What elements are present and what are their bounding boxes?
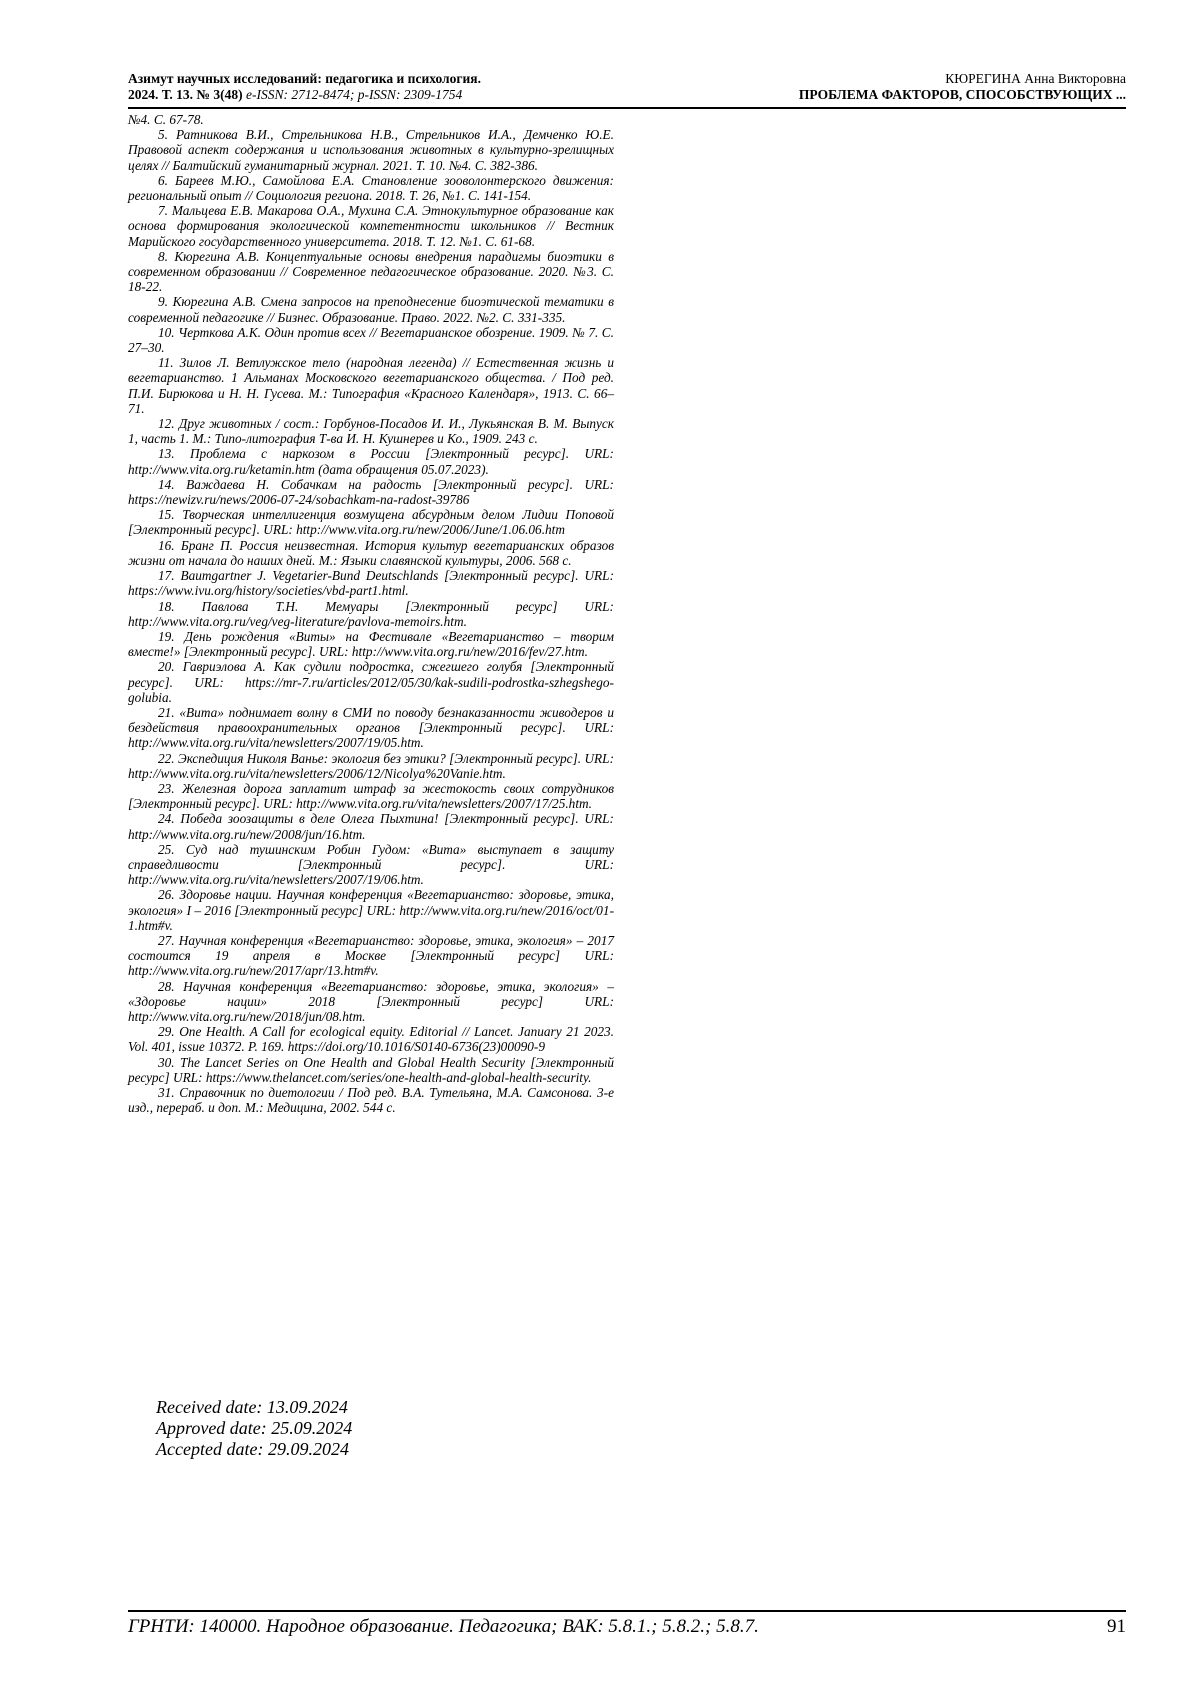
issue-number: 2024. Т. 13. № 3(48) [128,87,243,102]
reference-item: 24. Победа зоозащиты в деле Олега Пыхтина! [Электронный ресурс]. URL: http://www.vita.org.ru/new/2008/jun/16.htm. [128,811,614,842]
article-info [799,71,1126,103]
author-name: КЮРЕГИНА Анна Викторовна [945,71,1126,86]
accepted-date: Accepted date: 29.09.2024 [156,1439,349,1459]
reference-item: 16. Бранг П. Россия неизвестная. История культур вегетарианских образов жизни от начала до наших дней. М.: Языки славянской культуры, 2006. 568 с. [128,537,614,568]
reference-item: 17. Baumgartner J. Vegetarier-Bund Deutschlands [Электронный ресурс]. URL: https://www.ivu.org/history/societies/vbd-part1.html. [128,568,614,599]
reference-item: 14. Важдаева Н. Собачкам на радость [Электронный ресурс]. URL: https://newizv.ru/news/2006-07-24/sobachkam-na-radost-39786 [128,476,614,508]
reference-item: 31. Справочник по диетологии / Под ред. В.А. Тутельяна, М.А. Самсонова. 3-е изд., перераб. и доп. М.: Медицина, 2002. 544 с. [128,1085,614,1116]
reference-item: №4. С. 67-78. [128,112,204,127]
reference-item: 21. «Вита» поднимает волну в СМИ по поводу безнаказанности живодеров и бездействия правоохранительных органов [Электронный ресурс]. URL: http://www.vita.org.ru/vita/newsletters/2007/19/05.htm. [128,704,614,751]
reference-item: 27. Научная конференция «Вегетарианство: здоровье, этика, экология» – 2017 состоится 19 апреля в Москве [Электронный ресурс] URL: http://www.vita.org.ru/new/2017/apr/13.htm#v. [128,932,614,979]
reference-item: 12. Друг животных / сост.: Горбунов-Посадов И. И., Лукьянская В. М. Выпуск 1, часть 1. М.: Типо-литография Т-ва И. Н. Кушнерев и Ко., 1909. 243 с. [128,416,614,447]
received-date: Received date: 13.09.2024 [156,1397,348,1417]
reference-item: 15. Творческая интеллигенция возмущена абсурдным делом Лидии Поповой [Электронный ресурс]. URL: http://www.vita.org.ru/new/2006/June/1.06.06.htm [128,507,614,538]
submission-dates [156,1397,352,1460]
reference-item: 13. Проблема с наркозом в России [Электронный ресурс]. URL: http://www.vita.org.ru/ketamin.htm (дата обращения 05.07.2023). [128,446,614,477]
page-number: 91 [1107,1616,1126,1637]
reference-item: 7. Мальцева Е.В. Макарова О.А., Мухина С.А. Этнокультурное образование как основа формирования экологической компетентности школьников // Вестник Марийского государственного университета. 2018. Т. 12. №1. С. 61-68. [128,203,614,249]
journal-info [128,71,481,103]
reference-item: 11. Зилов Л. Ветлужское тело (народная легенда) // Естественная жизнь и вегетарианство. 1 Альманах Московского вегетарианского общества. / Под ред. П.И. Бирюкова и Н. Н. Гусева. М.: Типография «Красного Календаря», 1913. С. 66–71. [128,355,614,416]
reference-item: 26. Здоровье нации. Научная конференция «Вегетарианство: здоровье, этика, экология» I – 2016 [Электронный ресурс] URL: http://www.vita.org.ru/new/2016/oct/01-1.htm#v. [128,887,614,933]
reference-item: 6. Бареев М.Ю., Самойлова Е.А. Становление зооволонтерского движения: региональный опыт // Социология региона. 2018. Т. 26, №1. С. 141-154. [128,172,614,204]
running-header [128,71,1126,109]
reference-list [128,112,614,1115]
reference-item: 9. Кюрегина А.В. Смена запросов на преподнесение биоэтической тематики в современной педагогике // Бизнес. Образование. Право. 2022. №2. С. 331-335. [128,294,614,325]
reference-item: 10. Черткова А.К. Один против всех // Вегетарианское обозрение. 1909. № 7. С. 27–30. [128,324,614,356]
issn: e-ISSN: 2712-8474; p-ISSN: 2309-1754 [245,87,463,102]
reference-item: 20. Гавриэлова А. Как судили подростка, сжегшего голубя [Электронный ресурс]. URL: https://mr-7.ru/articles/2012/05/30/kak-sudili-podrostka-szhegshego-golubia. [128,659,614,705]
running-footer [128,1610,1126,1637]
issue-line [128,87,481,103]
footer-classification: ГРНТИ: 140000. Народное образование. Педагогика; ВАК: 5.8.1.; 5.8.2.; 5.8.7. [128,1616,759,1637]
reference-item: 23. Железная дорога заплатит штраф за жестокость своих сотрудников [Электронный ресурс]. URL: http://www.vita.org.ru/vita/newsletters/2007/17/25.htm. [128,780,614,812]
reference-item: 18. Павлова Т.Н. Мемуары [Электронный ресурс] URL: http://www.vita.org.ru/veg/veg-literature/pavlova-memoirs.htm. [128,598,614,629]
article-title: ПРОБЛЕМА ФАКТОРОВ, СПОСОБСТВУЮЩИХ ... [798,87,1126,102]
journal-title: Азимут научных исследований: педагогика и психология. [128,71,481,86]
reference-item: 19. День рождения «Виты» на Фестивале «Вегетарианство – творим вместе!» [Электронный ресурс]. URL: http://www.vita.org.ru/new/2016/fev/27.htm. [128,628,614,660]
reference-item: 22. Экспедиция Николя Ванье: экология без этики? [Электронный ресурс]. URL: http://www.vita.org.ru/vita/newsletters/2006/12/Nicolya%20Vanie.htm. [128,750,614,781]
approved-date: Approved date: 25.09.2024 [156,1418,353,1438]
reference-item: 30. The Lancet Series on One Health and Global Health Security [Электронный ресурс] URL: https://www.thelancet.com/series/one-health-and-global-health-security. [128,1054,614,1085]
reference-item: 28. Научная конференция «Вегетарианство: здоровье, этика, экология» – «Здоровье нации» 2018 [Электронный ресурс] URL: http://www.vita.org.ru/new/2018/jun/08.htm. [128,978,614,1024]
reference-item: 29. One Health. A Call for ecological equity. Editorial // Lancet. January 21 2023. Vol. 401, issue 10372. P. 169. https://doi.org/10.1016/S0140-6736(23)00090-9 [128,1024,614,1055]
reference-item: 25. Суд над тушинским Робин Гудом: «Вита» выступает в защиту справедливости [Электронный ресурс]. URL: http://www.vita.org.ru/vita/newsletters/2007/19/06.htm. [128,841,614,888]
reference-item: 8. Кюрегина А.В. Концептуальные основы внедрения парадигмы биоэтики в современном образовании // Современное педагогическое образование. 2020. №3. С. 18-22. [128,248,614,295]
reference-item: 5. Ратникова В.И., Стрельникова Н.В., Стрельников И.А., Демченко Ю.Е. Правовой аспект содержания и использования животных в культурно-зрелищных целях // Балтийский гуманитарный журнал. 2021. Т. 10. №4. С. 382-386. [128,127,614,173]
